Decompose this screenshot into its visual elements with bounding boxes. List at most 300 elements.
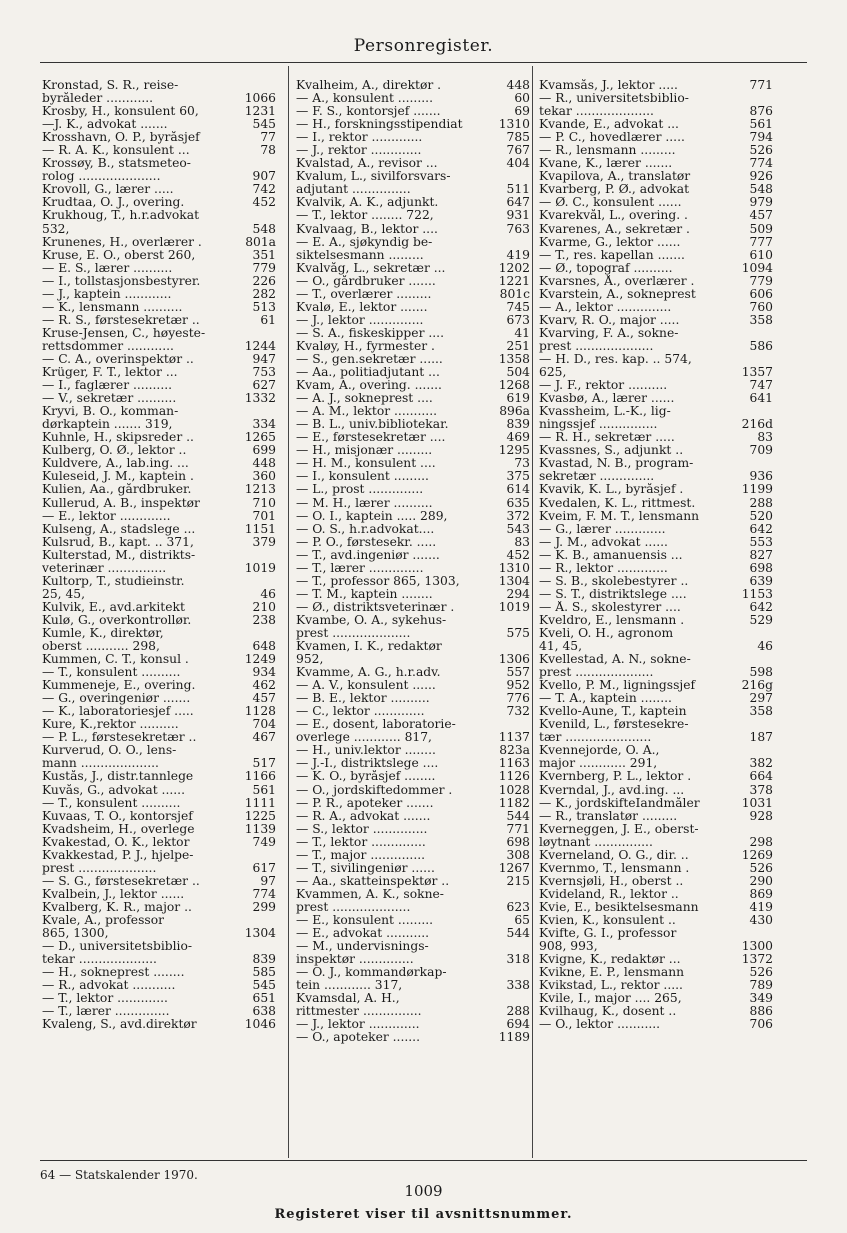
entry-text: adjutant ............... — [296, 183, 411, 197]
entry-text: Kvarme, G., lektor ...... — [539, 235, 681, 249]
register-entry — [42, 810, 276, 823]
register-entry — [296, 849, 530, 862]
entry-text: Kvastad, N. B., program- — [539, 457, 694, 471]
register-entry — [539, 209, 773, 222]
register-entry — [42, 953, 276, 966]
register-entry — [539, 249, 773, 262]
entry-text: — T., res. kapellan ....... — [539, 248, 685, 262]
entry-section-number: 545 — [252, 978, 276, 993]
register-entry — [296, 431, 530, 444]
entry-section-number: 801a — [245, 234, 276, 249]
entry-text: — O., jordskiftedommer . — [296, 783, 453, 797]
entry-text: Kulvik, E., avd.arkitekt — [42, 600, 185, 614]
entry-text: — J. M., advokat ...... — [539, 535, 668, 549]
entry-text: Kvassheim, L.-K., lig- — [539, 405, 671, 419]
entry-section-number: 382 — [749, 756, 773, 771]
entry-text: tein ............ 317, — [296, 979, 403, 993]
entry-section-number: 404 — [506, 156, 530, 171]
entry-text: rittmester ............... — [296, 1005, 422, 1019]
entry-section-number: 1031 — [741, 795, 773, 810]
entry-section-number: 526 — [749, 965, 773, 980]
entry-text: — E. A., sjøkyndig be- — [296, 235, 433, 249]
entry-text: Kruse-Jensen, C., høyeste- — [42, 326, 206, 340]
entry-section-number: 698 — [749, 560, 773, 575]
register-entry — [42, 640, 276, 653]
entry-text: Kultorp, T., studieinstr. — [42, 574, 185, 588]
register-entry — [539, 510, 773, 523]
entry-section-number: 299 — [252, 899, 276, 914]
register-entry — [539, 731, 773, 744]
register-entry — [296, 744, 530, 757]
register-entry — [296, 444, 530, 457]
entry-section-number: 886 — [749, 1004, 773, 1019]
register-entry — [42, 470, 276, 483]
entry-text: Kvavik, K. L., byråsjef . — [539, 483, 684, 497]
register-entry — [296, 627, 530, 640]
register-entry — [296, 196, 530, 209]
entry-text: siktelsesmann ......... — [296, 248, 424, 262]
register-entry — [296, 510, 530, 523]
register-entry — [42, 888, 276, 901]
entry-text: — R., lektor ............. — [539, 561, 668, 575]
entry-text: — A. V., konsulent ...... — [296, 679, 436, 693]
entry-text: — A. J., sokneprest .... — [296, 392, 433, 406]
entry-section-number: 651 — [252, 991, 276, 1006]
entry-text: 41, 45, — [539, 640, 583, 654]
register-entry — [296, 366, 530, 379]
entry-section-number: 251 — [506, 338, 530, 353]
register-entry — [296, 770, 530, 783]
entry-text: Kvello-Aune, T., kaptein — [539, 705, 687, 719]
entry-text: — O. J., kommandørkap- — [296, 966, 447, 980]
entry-text: — T., lærer .............. — [42, 1005, 170, 1019]
entry-section-number: 358 — [749, 312, 773, 327]
entry-section-number: 789 — [749, 978, 773, 993]
entry-section-number: 1028 — [498, 782, 530, 797]
register-entry — [296, 992, 530, 1005]
entry-section-number: 548 — [749, 182, 773, 197]
entry-section-number: 638 — [252, 1004, 276, 1019]
register-entry — [539, 549, 773, 562]
register-entry — [539, 79, 773, 92]
register-entry — [42, 314, 276, 327]
entry-section-number: 1304 — [498, 573, 530, 588]
register-entry — [539, 562, 773, 575]
entry-text: Krosshavn, O. P., byråsjef — [42, 131, 200, 145]
entry-section-number: 1182 — [498, 795, 530, 810]
entry-section-number: 648 — [252, 639, 276, 654]
register-entry — [42, 797, 276, 810]
entry-text: Kvalvåg, L., sekretær ... — [296, 261, 446, 275]
entry-text: Kvedalen, K. L., rittmest. — [539, 496, 696, 510]
entry-text: — A., konsulent ......... — [296, 92, 433, 106]
entry-section-number: 771 — [506, 821, 530, 836]
entry-section-number: 827 — [749, 547, 773, 562]
register-entry — [42, 444, 276, 457]
entry-text: — Aa., politiadjutant ... — [296, 366, 440, 380]
entry-section-number: 83 — [757, 430, 773, 445]
entry-text: — K. B., amanuensis ... — [539, 548, 683, 562]
entry-section-number: 1265 — [244, 430, 276, 445]
entry-text: Krüger, F. T., lektor ... — [42, 366, 178, 380]
register-entry — [296, 614, 530, 627]
entry-section-number: 869 — [749, 886, 773, 901]
entry-text: Kvassnes, S., adjunkt .. — [539, 444, 684, 458]
entry-text: Kvalvik, A. K., adjunkt. — [296, 196, 439, 210]
register-entry — [296, 118, 530, 131]
entry-section-number: 732 — [506, 704, 530, 719]
register-entry — [296, 679, 530, 692]
register-entry — [296, 966, 530, 979]
entry-section-number: 97 — [260, 873, 276, 888]
entry-section-number: 747 — [749, 378, 773, 393]
entry-text: Kure, K.,rektor .......... — [42, 718, 179, 732]
entry-text: Kulsrud, B., kapt. .. 371, — [42, 535, 194, 549]
register-entry — [42, 262, 276, 275]
entry-section-number: 1306 — [498, 652, 530, 667]
entry-text: — H. D., res. kap. .. 574, — [539, 352, 692, 366]
entry-text: — G., overingeniør ....... — [42, 692, 191, 706]
entry-text: Kvalheim, A., direktør . — [296, 79, 442, 92]
entry-text: — O. I., kaptein ..... 289, — [296, 509, 448, 523]
entry-text: — K., laboratoriesjef ..... — [42, 705, 194, 719]
entry-text: — T., professor 865, 1303, — [296, 574, 460, 588]
entry-text: Kryvi, B. O., komman- — [42, 405, 179, 419]
register-entry — [539, 353, 773, 366]
entry-text: —J. K., advokat ....... — [42, 118, 168, 132]
entry-section-number: 598 — [749, 665, 773, 680]
entry-section-number: 46 — [260, 586, 276, 601]
register-entry — [42, 209, 276, 222]
register-entry — [296, 1031, 530, 1044]
entry-section-number: 896a — [499, 404, 530, 419]
entry-section-number: 419 — [506, 247, 530, 262]
entry-text: — H., univ.lektor ........ — [296, 744, 436, 758]
entry-text: — J., kaptein ............ — [42, 287, 172, 301]
register-entry — [42, 601, 276, 614]
entry-text: Kvalvaag, B., lektor .... — [296, 222, 438, 236]
register-entry — [539, 966, 773, 979]
register-entry — [42, 79, 276, 92]
entry-section-number: 642 — [749, 521, 773, 536]
register-entry — [42, 183, 276, 196]
entry-text: — D., universitetsbiblio- — [42, 940, 193, 954]
register-entry — [42, 927, 276, 940]
entry-text: — I., konsulent ......... — [296, 470, 429, 484]
register-entry — [42, 862, 276, 875]
entry-text: tær ...................... — [539, 731, 652, 745]
entry-section-number: 617 — [252, 860, 276, 875]
register-entry — [42, 157, 276, 170]
register-entry — [42, 249, 276, 262]
entry-text: — T., konsulent .......... — [42, 796, 181, 810]
register-entry — [296, 1005, 530, 1018]
entry-section-number: 419 — [749, 899, 773, 914]
entry-section-number: 358 — [749, 704, 773, 719]
register-entry — [539, 953, 773, 966]
entry-text: Kvikstad, L., rektor ..... — [539, 979, 683, 993]
register-entry — [539, 653, 773, 666]
entry-text: Kverneland, O. G., dir. .. — [539, 848, 689, 862]
entry-text: Kummeneje, E., overing. — [42, 679, 196, 693]
register-entry — [539, 183, 773, 196]
footer-note: Registeret viser til avsnittsnummer. — [274, 1207, 573, 1222]
entry-text: — Aa., skatteinspektør .. — [296, 874, 450, 888]
register-entry — [539, 588, 773, 601]
entry-section-number: 520 — [749, 508, 773, 523]
register-entry — [539, 679, 773, 692]
entry-text: — E. S., lærer .......... — [42, 261, 173, 275]
register-entry — [296, 497, 530, 510]
register-entry — [42, 757, 276, 770]
entry-section-number: 238 — [252, 612, 276, 627]
entry-text: Kuvaas, T. O., kontorsjef — [42, 809, 193, 823]
entry-text: — E., advokat ........... — [296, 927, 430, 941]
entry-section-number: 452 — [252, 195, 276, 210]
entry-text: — T., lektor .............. — [296, 835, 426, 849]
register-entry — [42, 131, 276, 144]
register-entry — [42, 849, 276, 862]
entry-text: prest .................... — [539, 339, 654, 353]
entry-section-number: 290 — [749, 873, 773, 888]
entry-text: Kulseng, A., stadslege ... — [42, 522, 196, 536]
register-entry — [296, 575, 530, 588]
entry-section-number: 318 — [506, 952, 530, 967]
entry-text: — O., apoteker ....... — [296, 1031, 420, 1045]
register-entry — [42, 1018, 276, 1031]
entry-section-number: 760 — [749, 299, 773, 314]
entry-section-number: 216d — [741, 417, 773, 432]
register-entry — [42, 405, 276, 418]
entry-text: — K., lensmann .......... — [42, 300, 183, 314]
entry-section-number: 69 — [514, 104, 530, 119]
entry-text: 532, — [42, 222, 70, 236]
entry-section-number: 545 — [252, 117, 276, 132]
entry-section-number: 606 — [749, 286, 773, 301]
entry-text: Krudtaa, O. J., overing. — [42, 196, 185, 210]
entry-section-number: 1139 — [244, 821, 276, 836]
entry-text: Kvarving, F. A., sokne- — [539, 326, 679, 340]
entry-text: prest .................... — [296, 626, 411, 640]
register-entry — [296, 379, 530, 392]
entry-section-number: 1166 — [244, 769, 276, 784]
entry-section-number: 282 — [252, 286, 276, 301]
entry-section-number: 1046 — [244, 1017, 276, 1032]
entry-text: — T., overlærer ......... — [296, 287, 432, 301]
entry-text: Kvadsheim, H., overlege — [42, 822, 195, 836]
register-entry — [296, 301, 530, 314]
register-entry — [296, 353, 530, 366]
register-entry — [42, 692, 276, 705]
entry-text: — J.-I., distriktslege .... — [296, 757, 439, 771]
entry-text: Kvamme, A. G., h.r.adv. — [296, 666, 441, 680]
entry-text: — A. M., lektor ........... — [296, 405, 438, 419]
register-entry — [296, 784, 530, 797]
entry-section-number: 215 — [506, 873, 530, 888]
register-entry — [539, 483, 773, 496]
entry-section-number: 947 — [252, 351, 276, 366]
entry-text: Kuleseid, J. M., kaptein . — [42, 470, 194, 484]
entry-section-number: 1231 — [244, 104, 276, 119]
entry-text: Kvasbø, A., lærer ...... — [539, 392, 675, 406]
entry-section-number: 1163 — [498, 756, 530, 771]
entry-section-number: 46 — [757, 639, 773, 654]
register-entry — [539, 196, 773, 209]
entry-section-number: 526 — [749, 143, 773, 158]
entry-text: 952, — [296, 653, 324, 667]
entry-text: — K., jordskifteIandmåler — [539, 796, 700, 810]
entry-text: 25, 45, — [42, 587, 86, 601]
register-entry — [296, 236, 530, 249]
register-entry — [539, 170, 773, 183]
register-entry — [42, 940, 276, 953]
entry-text: byråleder ............ — [42, 92, 154, 106]
entry-text: Kvakestad, O. K., lektor — [42, 835, 190, 849]
entry-text: veterinær ............... — [42, 561, 167, 575]
register-entry — [296, 470, 530, 483]
register-entry — [539, 614, 773, 627]
entry-section-number: 1213 — [244, 482, 276, 497]
entry-text: — O. S., h.r.advokat.... — [296, 522, 435, 536]
register-entry — [539, 810, 773, 823]
register-entry — [539, 288, 773, 301]
entry-text: ningssjef ............... — [539, 418, 658, 432]
column-separator — [288, 66, 289, 1158]
register-entry — [296, 901, 530, 914]
register-entry — [42, 275, 276, 288]
register-entry — [42, 705, 276, 718]
register-entry — [296, 275, 530, 288]
entry-text: — B. L., univ.bibliotekar. — [296, 418, 449, 432]
entry-text: — S. T., distriktslege .... — [539, 587, 687, 601]
entry-text: — E., konsulent ......... — [296, 914, 434, 927]
entry-text: Kvarberg, P. Ø., advokat — [539, 183, 690, 197]
entry-text: Kurverud, O. O., lens- — [42, 744, 177, 758]
register-entry — [539, 718, 773, 731]
register-entry — [539, 836, 773, 849]
entry-text: — R., advokat ........... — [42, 979, 176, 993]
entry-text: mann .................... — [42, 757, 159, 771]
entry-section-number: 457 — [252, 691, 276, 706]
entry-section-number: 288 — [506, 1004, 530, 1019]
entry-text: — R. S., førstesekretær .. — [42, 313, 200, 327]
register-entry — [539, 979, 773, 992]
entry-text: — S. G., førstesekretær .. — [42, 874, 200, 888]
register-entry — [42, 144, 276, 157]
entry-section-number: 1269 — [741, 847, 773, 862]
entry-text: oberst ........... 298, — [42, 640, 160, 654]
register-entry — [42, 901, 276, 914]
register-entry — [296, 862, 530, 875]
entry-section-number: 575 — [506, 625, 530, 640]
entry-text: Kvalbein, J., lektor ...... — [42, 887, 185, 901]
register-entry — [539, 784, 773, 797]
entry-section-number: 288 — [749, 495, 773, 510]
entry-text: inspektør .............. — [296, 953, 414, 967]
entry-section-number: 698 — [506, 834, 530, 849]
register-column-3 — [539, 79, 773, 1159]
register-entry — [539, 940, 773, 953]
register-entry — [539, 457, 773, 470]
entry-section-number: 334 — [252, 417, 276, 432]
register-entry — [42, 418, 276, 431]
register-entry — [539, 236, 773, 249]
entry-text: — Ø., topograf .......... — [539, 261, 673, 275]
register-entry — [42, 457, 276, 470]
entry-section-number: 338 — [506, 978, 530, 993]
entry-section-number: 504 — [506, 365, 530, 380]
entry-text: Kvamsås, J., lektor ..... — [539, 79, 678, 92]
entry-text: — T., lektor ............. — [42, 992, 168, 1006]
entry-text: Kvernsjøli, H., oberst .. — [539, 874, 684, 888]
entry-text: tekar .................... — [42, 953, 157, 967]
register-entry — [42, 979, 276, 992]
register-entry — [539, 757, 773, 770]
register-entry — [42, 744, 276, 757]
register-entry — [539, 1005, 773, 1018]
entry-section-number: 1304 — [244, 926, 276, 941]
entry-section-number: 585 — [252, 965, 276, 980]
footer-rule — [40, 1160, 807, 1161]
entry-section-number: 771 — [749, 79, 773, 92]
entry-text: Kulterstad, M., distrikts- — [42, 548, 196, 562]
entry-text: Kvalberg, K. R., major .. — [42, 900, 192, 914]
entry-text: Kvernmo, T., lensmann . — [539, 861, 690, 875]
entry-section-number: 934 — [252, 665, 276, 680]
register-entry — [42, 523, 276, 536]
entry-text: Kvamsdal, A. H., — [296, 992, 400, 1006]
register-entry — [296, 418, 530, 431]
entry-text: Kustås, J., distr.tannlege — [42, 770, 194, 784]
entry-section-number: 639 — [749, 573, 773, 588]
entry-text: — S. B., skolebestyrer .. — [539, 574, 689, 588]
register-entry — [296, 249, 530, 262]
entry-text: — O., lektor ........... — [539, 1018, 661, 1032]
entry-section-number: 61 — [260, 312, 276, 327]
entry-section-number: 610 — [749, 247, 773, 262]
register-entry — [296, 640, 530, 653]
entry-section-number: 375 — [506, 469, 530, 484]
entry-section-number: 544 — [506, 926, 530, 941]
entry-section-number: 561 — [749, 117, 773, 132]
entry-text: Krossøy, B., statsmeteo- — [42, 157, 191, 171]
register-entry — [42, 614, 276, 627]
register-entry — [296, 601, 530, 614]
entry-section-number: 742 — [252, 182, 276, 197]
register-entry — [42, 379, 276, 392]
register-entry — [539, 92, 773, 105]
entry-text: Kumle, K., direktør, — [42, 626, 164, 640]
entry-section-number: 926 — [749, 169, 773, 184]
register-entry — [296, 209, 530, 222]
entry-section-number: 1244 — [244, 338, 276, 353]
register-entry — [296, 653, 530, 666]
register-entry — [539, 444, 773, 457]
register-entry — [539, 118, 773, 131]
entry-text: — R., translatør ......... — [539, 809, 678, 823]
entry-text: Kuvås, G., advokat ...... — [42, 783, 185, 797]
register-entry — [296, 105, 530, 118]
entry-text: — E., dosent, laboratorie- — [296, 718, 456, 732]
entry-section-number: 627 — [252, 378, 276, 393]
entry-text: Kvellestad, A. N., sokne- — [539, 653, 691, 667]
register-entry — [296, 170, 530, 183]
entry-text: major ............ 291, — [539, 757, 658, 771]
register-entry — [42, 497, 276, 510]
register-entry — [539, 823, 773, 836]
entry-text: — P. O., førstesekr. ..... — [296, 535, 437, 549]
entry-text: — I., rektor ............. — [296, 131, 423, 145]
